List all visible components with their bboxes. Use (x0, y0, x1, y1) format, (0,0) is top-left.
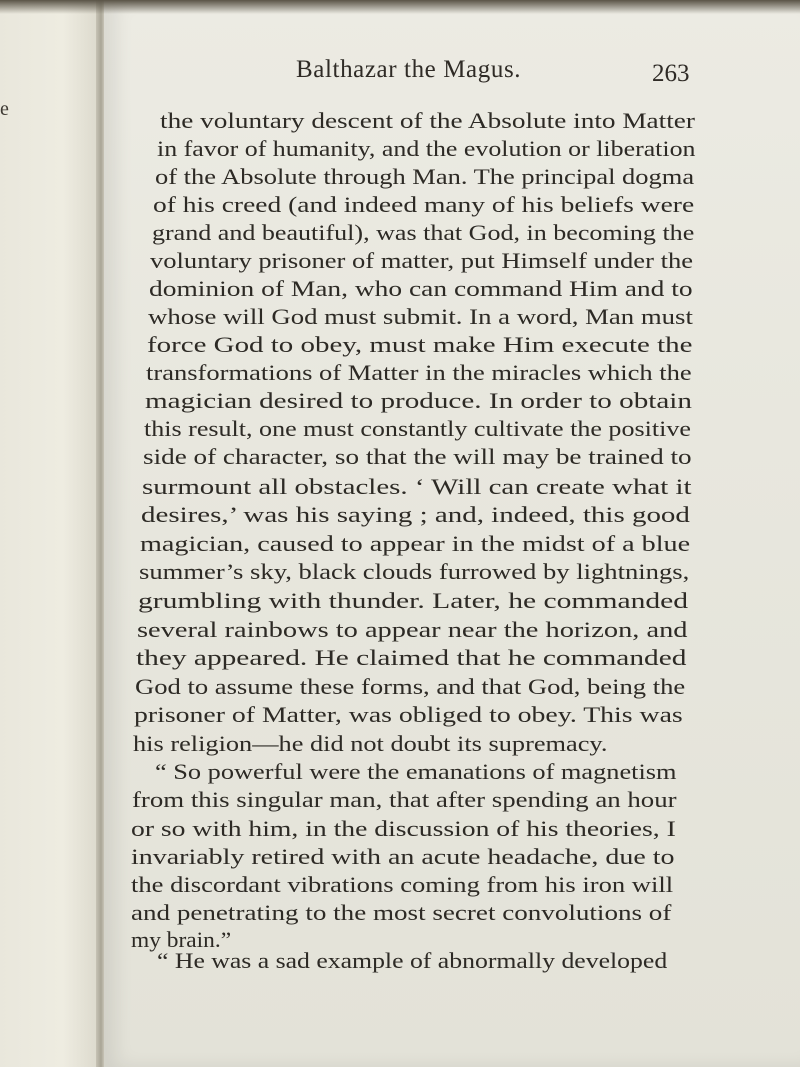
text-line: force God to obey, must make Him execute the (147, 332, 693, 357)
text-line: they appeared. He claimed that he commanded (136, 645, 687, 670)
text-line: from this singular man, that after spending an hour (132, 787, 677, 812)
text-line: prisoner of Matter, was obliged to obey. This was (134, 702, 683, 727)
text-line: desires,’ was his saying ; and, indeed, this good (141, 502, 690, 527)
text-line: grand and beautiful), was that God, in becoming the (152, 220, 695, 245)
text-line: summer’s sky, black clouds furrowed by lightnings, (139, 559, 690, 584)
text-line: surmount all obstacles. ‘ Will can create what it (142, 474, 692, 499)
text-line: voluntary prisoner of matter, put Himself under the (150, 248, 694, 273)
left-page (0, 0, 105, 1067)
running-head: Balthazar the Magus. (296, 56, 522, 83)
text-line: his religion—he did not doubt its supremacy. (133, 731, 608, 756)
text-line: the discordant vibrations coming from his iron will (131, 872, 674, 897)
left-page-edge-text: e (0, 98, 9, 120)
text-line: transformations of Matter in the miracles which the (146, 360, 692, 385)
text-line: side of character, so that the will may be trained to (143, 444, 692, 469)
text-line: “ He was a sad example of abnormally developed (157, 948, 668, 973)
text-line: grumbling with thunder. Later, he commanded (138, 588, 689, 613)
text-line: dominion of Man, who can command Him and to (149, 276, 693, 301)
text-line: and penetrating to the most secret convolutions of (131, 900, 672, 925)
text-line: this result, one must constantly cultivate the positive (144, 416, 691, 441)
text-line: magician, caused to appear in the midst of a blue (140, 531, 691, 556)
text-line: my brain.” (131, 927, 232, 952)
background-edge (0, 0, 800, 14)
text-line: or so with him, in the discussion of his theories, I (131, 816, 676, 841)
text-line: several rainbows to appear near the horizon, and (137, 617, 688, 642)
text-line: in favor of humanity, and the evolution or liberation (157, 136, 696, 161)
text-line: magician desired to produce. In order to obtain (145, 388, 692, 413)
text-line: of the Absolute through Man. The principal dogma (155, 164, 695, 189)
text-line: the voluntary descent of the Absolute into Matter (160, 108, 695, 133)
text-line: invariably retired with an acute headache, due to (131, 844, 675, 869)
page-number: 263 (652, 60, 690, 87)
text-line: “ So powerful were the emanations of magnetism (155, 759, 677, 784)
text-line: God to assume these forms, and that God, being the (135, 674, 686, 699)
text-line: of his creed (and indeed many of his beliefs were (153, 192, 695, 217)
text-line: whose will God must submit. In a word, Man must (148, 304, 693, 329)
